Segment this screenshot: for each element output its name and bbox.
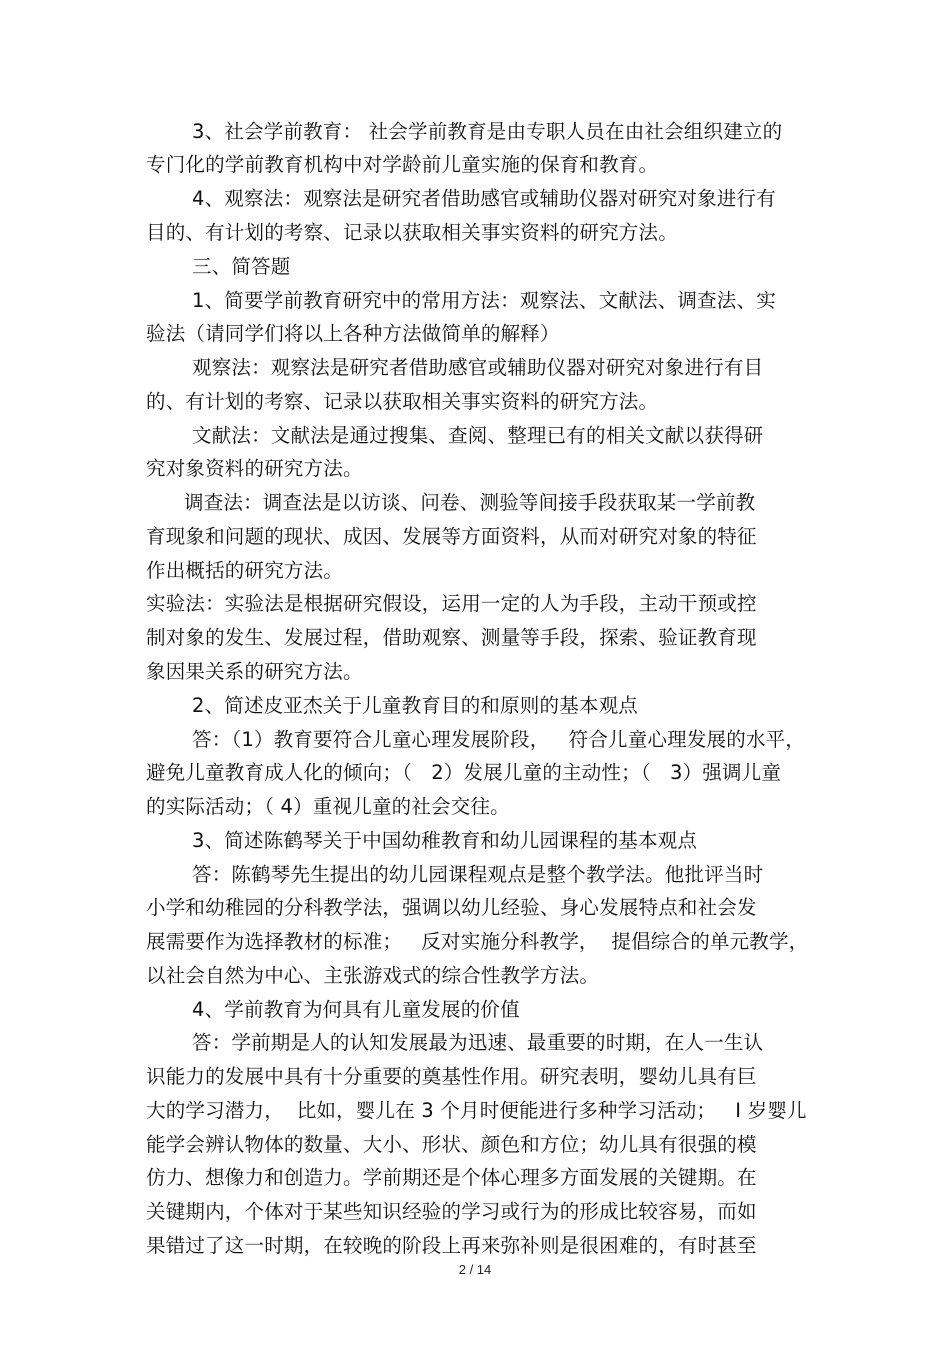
page-number: 2 / 14 — [458, 1262, 492, 1277]
text-line: 关键期内，个体对于某些知识经验的学习或行为的形成比较容易，而如 — [146, 1200, 757, 1223]
text-line: 4、观察法：观察法是研究者借助感官或辅助仪器对研究对象进行有 — [192, 187, 776, 210]
text-line: 观察法：观察法是研究者借助感官或辅助仪器对研究对象进行有目 — [192, 356, 764, 379]
text-line: 作出概括的研究方法。 — [146, 559, 344, 582]
text-line: 象因果关系的研究方法。 — [146, 660, 363, 683]
text-line: 调查法：调查法是以访谈、问卷、测验等间接手段获取某一学前教 — [184, 491, 756, 514]
text-line: 避免儿童教育成人化的倾向；（ 2）发展儿童的主动性；（ 3）强调儿童 — [146, 761, 782, 784]
text-line: 答：陈鹤琴先生提出的幼儿园课程观点是整个教学法。他批评当时 — [192, 863, 764, 886]
text-line: 育现象和问题的现状、成因、发展等方面资料，从而对研究对象的特征 — [146, 525, 757, 548]
text-line: 3、社会学前教育： 社会学前教育是由专职人员在由社会组织建立的 — [192, 120, 783, 143]
text-line: 小学和幼稚园的分科教学法，强调以幼儿经验、身心发展特点和社会发 — [146, 896, 757, 919]
text-line: 2、简述皮亚杰关于儿童教育目的和原则的基本观点 — [192, 694, 639, 717]
text-line: 大的学习潜力， 比如，婴儿在 3 个月时便能进行多种学习活动； I 岁婴儿 — [146, 1099, 807, 1122]
text-line: 4、学前教育为何具有儿童发展的价值 — [192, 998, 520, 1021]
text-line: 展需要作为选择教材的标准； 反对实施分科教学， 提倡综合的单元教学， — [146, 930, 809, 953]
text-line: 的实际活动；（ 4）重视儿童的社会交往。 — [146, 795, 510, 818]
text-line: 以社会自然为中心、主张游戏式的综合性教学方法。 — [146, 964, 600, 987]
text-line: 1、简要学前教育研究中的常用方法：观察法、文献法、调查法、实 — [192, 289, 776, 312]
text-line: 答：（1）教育要符合儿童心理发展阶段， 符合儿童心理发展的水平， — [192, 728, 806, 751]
text-line: 制对象的发生、发展过程，借助观察、测量等手段，探索、验证教育现 — [146, 626, 757, 649]
text-line: 识能力的发展中具有十分重要的奠基性作用。研究表明，婴幼儿具有巨 — [146, 1065, 757, 1088]
text-line: 仿力、想像力和创造力。学前期还是个体心理多方面发展的关键期。在 — [146, 1166, 757, 1189]
text-line: 专门化的学前教育机构中对学龄前儿童实施的保育和教育。 — [146, 153, 659, 176]
text-line: 3、简述陈鹤琴关于中国幼稚教育和幼儿园课程的基本观点 — [192, 829, 698, 852]
text-line: 实验法：实验法是根据研究假设，运用一定的人为手段，主动干预或控 — [146, 592, 757, 615]
text-line: 验法（请同学们将以上各种方法做简单的解释） — [146, 322, 560, 345]
text-line: 究对象资料的研究方法。 — [146, 457, 363, 480]
text-line: 能学会辨认物体的数量、大小、形状、颜色和方位；幼儿具有很强的模 — [146, 1133, 757, 1156]
text-line: 答：学前期是人的认知发展最为迅速、最重要的时期，在人一生认 — [192, 1031, 764, 1054]
text-line: 目的、有计划的考察、记录以获取相关事实资料的研究方法。 — [146, 221, 678, 244]
section-heading: 三、简答题 — [192, 255, 291, 278]
text-line: 文献法：文献法是通过搜集、查阅、整理已有的相关文献以获得研 — [192, 424, 764, 447]
text-line: 的、有计划的考察、记录以获取相关事实资料的研究方法。 — [146, 390, 659, 413]
text-line: 果错过了这一时期，在较晚的阶段上再来弥补则是很困难的，有时甚至 — [146, 1234, 757, 1257]
